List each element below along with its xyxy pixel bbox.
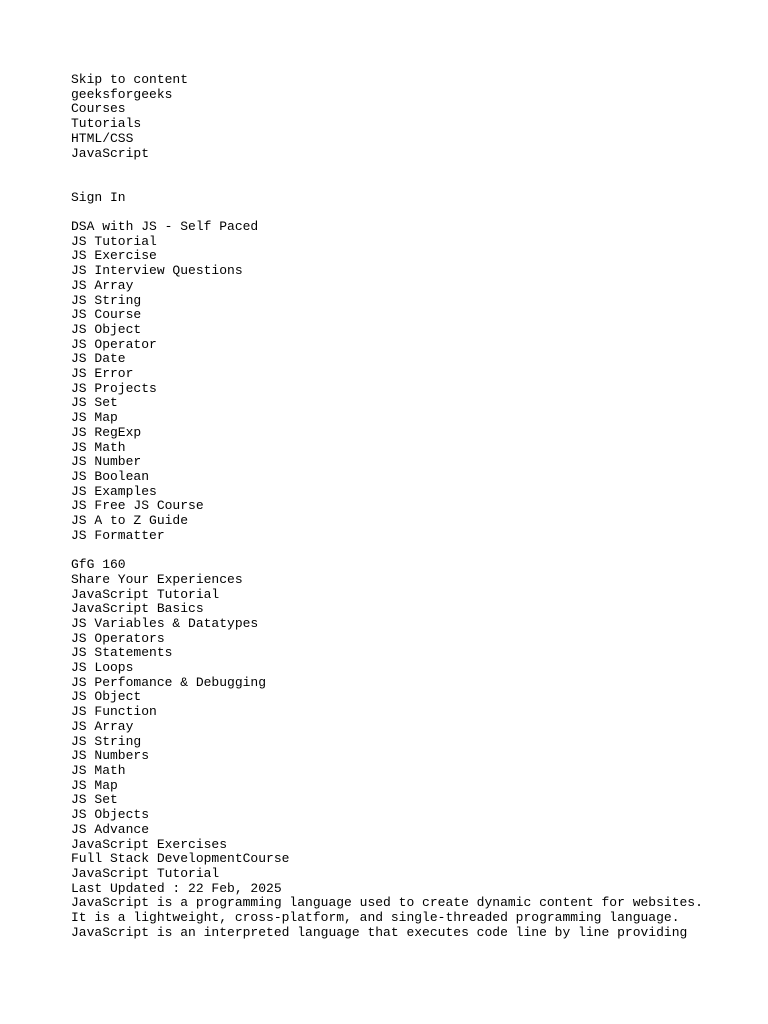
sidebar-item-javascript-exercises[interactable]: JavaScript Exercises	[71, 836, 228, 852]
subnav-item-js-tutorial[interactable]: JS Tutorial	[71, 233, 157, 249]
subnav-item-js-formatter[interactable]: JS Formatter	[71, 527, 165, 543]
subnav-item-js-projects[interactable]: JS Projects	[71, 380, 157, 396]
subnav-item-js-error[interactable]: JS Error	[71, 366, 134, 382]
subnav	[71, 220, 731, 543]
nav-courses[interactable]: Courses	[71, 101, 126, 117]
sidebar-item-js-map[interactable]: JS Map	[71, 777, 118, 793]
subnav-item-js-boolean[interactable]: JS Boolean	[71, 468, 150, 484]
sidebar-item-js-set[interactable]: JS Set	[71, 792, 118, 808]
sidebar-item-js-numbers[interactable]: JS Numbers	[71, 748, 150, 764]
subnav-item-js-array[interactable]: JS Array	[71, 277, 134, 293]
subnav-item-js-string[interactable]: JS String	[71, 292, 142, 308]
subnav-item-js-operator[interactable]: JS Operator	[71, 336, 157, 352]
sidebar-item-js-object[interactable]: JS Object	[71, 689, 142, 705]
subnav-item-js-map[interactable]: JS Map	[71, 410, 118, 426]
sidebar-item-full-stack-developmentcourse[interactable]: Full Stack DevelopmentCourse	[71, 851, 290, 867]
sidebar-item-js-variables-datatypes[interactable]: JS Variables & Datatypes	[71, 615, 259, 631]
subnav-item-js-interview-questions[interactable]: JS Interview Questions	[71, 263, 243, 279]
sidebar	[71, 588, 731, 867]
share-experiences-link[interactable]: Share Your Experiences	[71, 571, 243, 587]
nav-tutorials[interactable]: Tutorials	[71, 116, 142, 132]
subnav-item-js-exercise[interactable]: JS Exercise	[71, 248, 157, 264]
sidebar-item-js-loops[interactable]: JS Loops	[71, 660, 134, 676]
subnav-item-js-a-to-z-guide[interactable]: JS A to Z Guide	[71, 513, 189, 529]
article-intro-line: JavaScript is a programming language used to create dynamic content for websites.	[71, 895, 703, 911]
sidebar-item-js-advance[interactable]: JS Advance	[71, 821, 150, 837]
sidebar-item-js-function[interactable]: JS Function	[71, 704, 157, 720]
site-logo-link[interactable]: geeksforgeeks	[71, 86, 173, 102]
last-updated: Last Updated : 22 Feb, 2025	[71, 880, 282, 896]
subnav-item-dsa-with-js-self-paced[interactable]: DSA with JS - Self Paced	[71, 219, 259, 234]
article-intro-line: JavaScript is an interpreted language that executes code line by line providing	[71, 924, 688, 940]
sidebar-item-js-perfomance-debugging[interactable]: JS Perfomance & Debugging	[71, 674, 267, 690]
sidebar-item-javascript-tutorial[interactable]: JavaScript Tutorial	[71, 586, 220, 602]
subnav-item-js-free-js-course[interactable]: JS Free JS Course	[71, 498, 204, 514]
sidebar-item-js-array[interactable]: JS Array	[71, 718, 134, 734]
skip-to-content-link[interactable]: Skip to content	[71, 72, 189, 87]
subnav-item-js-course[interactable]: JS Course	[71, 307, 142, 323]
article-body	[71, 896, 731, 940]
sidebar-item-js-objects[interactable]: JS Objects	[71, 807, 150, 823]
sidebar-item-js-string[interactable]: JS String	[71, 733, 142, 749]
sign-in-button[interactable]: Sign In	[71, 189, 126, 205]
article-title: JavaScript Tutorial	[71, 865, 220, 881]
sidebar-item-javascript-basics[interactable]: JavaScript Basics	[71, 601, 204, 617]
gfg-160-link[interactable]: GfG 160	[71, 557, 126, 573]
subnav-item-js-examples[interactable]: JS Examples	[71, 483, 157, 499]
article-intro-line: It is a lightweight, cross-platform, and single-threaded programming language.	[71, 910, 680, 926]
subnav-item-js-object[interactable]: JS Object	[71, 321, 142, 337]
subnav-item-js-math[interactable]: JS Math	[71, 439, 126, 455]
subnav-item-js-regexp[interactable]: JS RegExp	[71, 424, 142, 440]
sidebar-spacer	[71, 543, 731, 558]
sidebar-item-js-math[interactable]: JS Math	[71, 763, 126, 778]
subnav-item-js-set[interactable]: JS Set	[71, 395, 118, 411]
subnav-item-js-date[interactable]: JS Date	[71, 351, 126, 367]
nav-html-css[interactable]: HTML/CSS	[71, 130, 134, 146]
subnav-item-js-number[interactable]: JS Number	[71, 454, 142, 470]
sidebar-item-js-operators[interactable]: JS Operators	[71, 630, 165, 646]
subnav-spacer	[71, 205, 731, 220]
header-spacer	[71, 161, 731, 190]
nav-javascript[interactable]: JavaScript	[71, 145, 150, 161]
sidebar-item-js-statements[interactable]: JS Statements	[71, 645, 173, 661]
